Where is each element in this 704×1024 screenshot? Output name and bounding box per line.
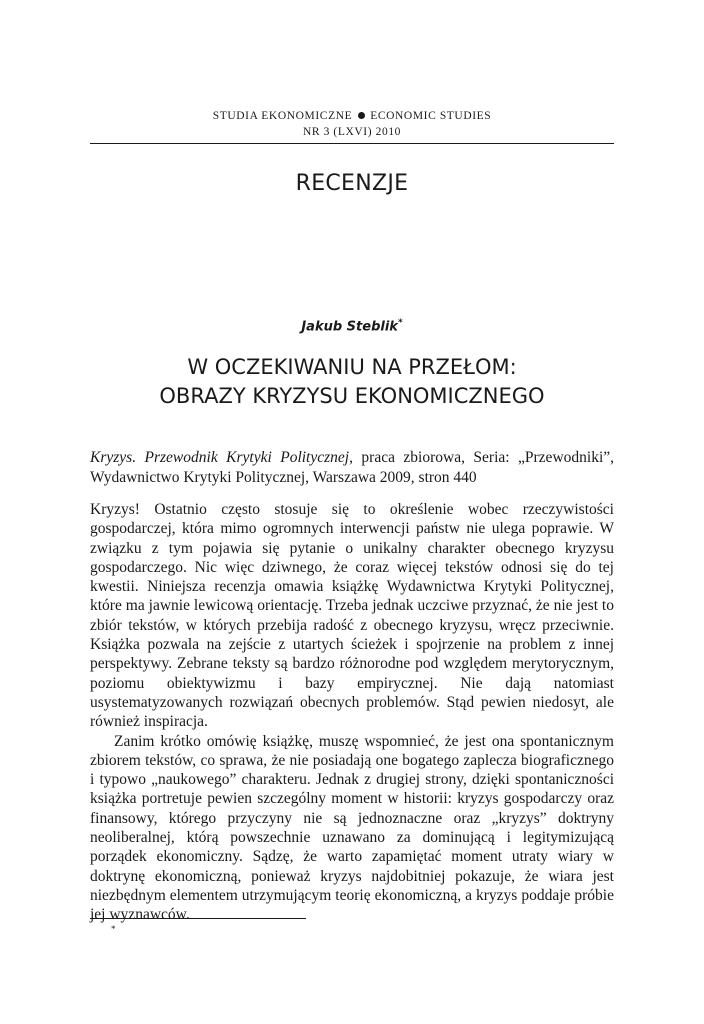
author-name: Jakub Steblik [301, 319, 398, 335]
author-line [90, 318, 614, 334]
book-reference [90, 448, 614, 488]
book-title: Kryzys. Przewodnik Krytyki Politycznej, [90, 449, 353, 466]
book-details: praca zbiorowa, Seria: „Przewodniki”, Wydawnictwo Krytyki Politycznej, Warszawa 2009, stron 440 [90, 449, 615, 486]
body-paragraph-1: Kryzys! Ostatnio często stosuje się to określenie wobec rzeczywistości gospodarczej, która mimo ogromnych interwencji państw nie ulega poprawie. W związku z tym pojawia się pytanie o unikalny charakter obecnego kryzysu gospodarczego. Nic więc dziwnego, że coraz więcej tekstów odnosi się do tej kwestii. Niniejsza recenzja omawia książkę Wydawnictwa Krytyki Politycznej, które ma jawnie lewicową orientację. Trzeba jednak uczciwe przyznać, że nie jest to zbiór tekstów, w których przebija radość z obecnego kryzysu, wręcz przeciwnie. Książka pozwala na zejście z utartych ścieżek i spojrzenie na problem z innej perspektywy. Zebrane teksty są bardzo różnorodne pod względem merytorycznym, poziomu obiektywizmu i bazy empirycznej. Nie dają natomiast usystematyzowanych rozwiązań obecnych problemów. Stąd pewien niedosyt, ale również inspiracja. [90, 501, 614, 731]
footnote-divider [90, 918, 306, 919]
article-body [90, 500, 614, 925]
section-title: RECENZJE [295, 171, 409, 196]
bullet-separator-icon [358, 112, 365, 119]
footnote-marker: * [111, 924, 116, 934]
header-divider [90, 143, 614, 144]
issue-number: NR 3 (LXVI) 2010 [302, 126, 402, 138]
article-title-line-1: W OCZEKIWANIU NA PRZEŁOM: [187, 355, 517, 379]
article-title-line-2: OBRAZY KRYZYSU EKONOMICZNEGO [159, 384, 545, 408]
body-paragraph-2: Zanim krótko omówię książkę, muszę wspomnieć, że jest ona spontanicznym zbiorem tekstów, co sprawa, że nie posiadają one bogatego zaplecza biograficznego i typowo „naukowego” charakteru. Jednak z drugiej strony, dzięki spontaniczności książka portretuje pewien szczególny moment w historii: kryzys gospodarczy oraz finansowy, którego przyczyny nie są jednoznaczne oraz „kryzys” doktryny neoliberalnej, którą powszechnie uznawano za dominującą i legitymizującą porządek ekonomiczny. Sądzę, że warto zapamiętać moment utraty wiary w doktrynę ekonomiczną, ponieważ kryzys najdobitniej pokazuje, że wiara jest niezbędnym elementem utrzymującym teorię ekonomiczną, a kryzys poddaje próbie jej wyznawców. [90, 732, 614, 924]
journal-header [90, 108, 614, 140]
journal-name-english: ECONOMIC STUDIES [370, 110, 492, 122]
article-title [90, 353, 614, 411]
journal-name-line [90, 108, 614, 124]
author-footnote-marker[interactable]: * [397, 318, 403, 328]
journal-name-polish: STUDIA EKONOMICZNE [212, 110, 353, 122]
